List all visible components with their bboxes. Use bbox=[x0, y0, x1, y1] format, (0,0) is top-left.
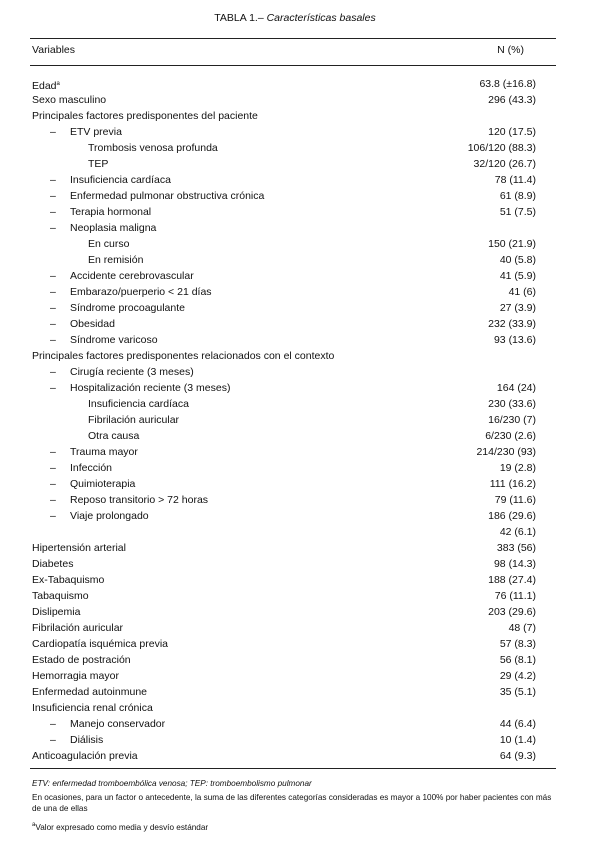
footnote-mark: a bbox=[32, 822, 36, 828]
table-row bbox=[30, 204, 556, 220]
row-value: 27 (3.9) bbox=[499, 302, 536, 314]
row-label-text: Neoplasia maligna bbox=[70, 222, 157, 234]
row-value: 48 (7) bbox=[508, 622, 536, 634]
row-label bbox=[88, 428, 139, 444]
row-dash: – bbox=[50, 366, 56, 378]
row-label-text: Dislipemia bbox=[32, 606, 81, 618]
table-row bbox=[30, 444, 556, 460]
header-rule bbox=[30, 65, 556, 66]
table-title-prefix: TABLA 1.– bbox=[214, 12, 264, 24]
row-dash: – bbox=[50, 174, 56, 186]
row-label bbox=[70, 284, 212, 300]
table-row bbox=[30, 492, 556, 508]
table-row bbox=[30, 332, 556, 348]
row-label bbox=[32, 572, 104, 588]
row-dash: – bbox=[50, 270, 56, 282]
row-dash: – bbox=[50, 318, 56, 330]
row-dash: – bbox=[50, 382, 56, 394]
row-dash: – bbox=[50, 494, 56, 506]
row-value: 93 (13.6) bbox=[493, 334, 536, 346]
row-label-text: Síndrome varicoso bbox=[70, 334, 158, 346]
table-row bbox=[30, 540, 556, 556]
row-dash: – bbox=[50, 718, 56, 730]
row-label bbox=[70, 476, 135, 492]
row-value: 106/120 (88.3) bbox=[467, 142, 536, 154]
row-value: 164 (24) bbox=[496, 382, 536, 394]
row-value: 188 (27.4) bbox=[488, 574, 536, 586]
row-value: 120 (17.5) bbox=[488, 126, 536, 138]
row-label-text: Manejo conservador bbox=[70, 718, 166, 730]
table-row bbox=[30, 108, 556, 124]
table-row bbox=[30, 508, 556, 524]
row-value: 383 (56) bbox=[496, 542, 536, 554]
row-value: 79 (11.6) bbox=[494, 494, 536, 506]
row-label-text: Enfermedad autoinmune bbox=[32, 686, 147, 698]
row-label bbox=[88, 412, 179, 428]
row-label-text: Edad bbox=[32, 80, 57, 92]
header-n: N (%) bbox=[497, 44, 524, 56]
row-dash: – bbox=[50, 302, 56, 314]
row-label-text: Quimioterapia bbox=[70, 478, 136, 490]
row-label bbox=[32, 588, 89, 604]
table-title-text: Características basales bbox=[266, 12, 376, 24]
table-row bbox=[30, 556, 556, 572]
row-value: 111 (16.2) bbox=[489, 478, 536, 490]
row-value: 61 (8.9) bbox=[499, 190, 536, 202]
row-dash: – bbox=[50, 462, 56, 474]
row-value: 10 (1.4) bbox=[499, 734, 536, 746]
row-label bbox=[32, 684, 147, 700]
table-row bbox=[30, 428, 556, 444]
row-label bbox=[88, 396, 189, 412]
table-row bbox=[30, 348, 556, 364]
row-label bbox=[70, 220, 156, 236]
row-dash: – bbox=[50, 190, 56, 202]
row-dash: – bbox=[50, 206, 56, 218]
row-label bbox=[32, 540, 126, 556]
row-value: 19 (2.8) bbox=[499, 462, 536, 474]
table-row bbox=[30, 668, 556, 684]
table-row bbox=[30, 380, 556, 396]
table-row bbox=[30, 572, 556, 588]
row-label-text: ETV previa bbox=[70, 126, 122, 138]
row-label-text: Insuficiencia renal crónica bbox=[32, 702, 153, 714]
row-label bbox=[70, 716, 165, 732]
row-label-text: Insuficiencia cardíaca bbox=[88, 398, 189, 410]
row-dash: – bbox=[50, 734, 56, 746]
row-label bbox=[32, 668, 119, 684]
row-value: 41 (6) bbox=[508, 286, 536, 298]
row-label-text: Diabetes bbox=[32, 558, 74, 570]
row-dash: – bbox=[50, 286, 56, 298]
row-value: 150 (21.9) bbox=[488, 238, 536, 250]
row-value: 42 (6.1) bbox=[499, 526, 536, 538]
row-label-text: Infección bbox=[70, 462, 113, 474]
table-row bbox=[30, 716, 556, 732]
row-value: 186 (29.6) bbox=[488, 510, 536, 522]
row-dash: – bbox=[50, 478, 56, 490]
row-label bbox=[70, 332, 158, 348]
row-label bbox=[70, 380, 230, 396]
row-value: 296 (43.3) bbox=[488, 94, 536, 106]
row-label bbox=[32, 92, 106, 108]
row-value: 203 (29.6) bbox=[488, 606, 536, 618]
row-label bbox=[70, 204, 151, 220]
table-title bbox=[0, 12, 590, 24]
row-label-text: Fibrilación auricular bbox=[88, 414, 180, 426]
row-label-text: Hipertensión arterial bbox=[32, 542, 126, 554]
row-label-text: Fibrilación auricular bbox=[32, 622, 124, 634]
row-label-text: Síndrome procoagulante bbox=[70, 302, 185, 314]
row-label-text: Hospitalización reciente (3 meses) bbox=[70, 382, 231, 394]
top-rule bbox=[30, 38, 556, 39]
abbreviations-note: ETV: enfermedad tromboembólica venosa; TEP: tromboembolismo pulmonar bbox=[32, 779, 312, 788]
bottom-rule bbox=[30, 768, 556, 769]
row-value: 76 (11.1) bbox=[494, 590, 536, 602]
table-row bbox=[30, 76, 556, 92]
table-header bbox=[30, 44, 556, 60]
row-dash: – bbox=[50, 510, 56, 522]
table-row bbox=[30, 316, 556, 332]
row-value: 63.8 (±16.8) bbox=[479, 78, 536, 90]
row-label-text: Principales factores predisponentes relacionados con el contexto bbox=[32, 350, 335, 362]
row-label-text: Ex-Tabaquismo bbox=[32, 574, 105, 586]
row-label-text: Obesidad bbox=[70, 318, 115, 330]
row-label-text: Viaje prolongado bbox=[70, 510, 149, 522]
row-label bbox=[70, 188, 264, 204]
table-row bbox=[30, 252, 556, 268]
row-label bbox=[32, 556, 73, 572]
row-dash: – bbox=[50, 222, 56, 234]
table-row bbox=[30, 636, 556, 652]
row-value: 57 (8.3) bbox=[499, 638, 536, 650]
row-label bbox=[88, 236, 129, 252]
table-row bbox=[30, 700, 556, 716]
table-row bbox=[30, 748, 556, 764]
row-value: 98 (14.3) bbox=[493, 558, 536, 570]
row-dash: – bbox=[50, 334, 56, 346]
table-row bbox=[30, 140, 556, 156]
row-label bbox=[70, 508, 149, 524]
row-label-text: Hemorragia mayor bbox=[32, 670, 119, 682]
row-label-text: Insuficiencia cardíaca bbox=[70, 174, 171, 186]
row-label bbox=[32, 620, 123, 636]
table-row bbox=[30, 460, 556, 476]
row-label-text: En remisión bbox=[88, 254, 144, 266]
row-label-text: Anticoagulación previa bbox=[32, 750, 138, 762]
row-label bbox=[32, 748, 138, 764]
table-row bbox=[30, 620, 556, 636]
table-row bbox=[30, 684, 556, 700]
row-label bbox=[70, 316, 115, 332]
row-label-text: En curso bbox=[88, 238, 130, 250]
row-value: 51 (7.5) bbox=[499, 206, 536, 218]
row-label bbox=[32, 604, 80, 620]
table-row bbox=[30, 220, 556, 236]
row-label-text: Trauma mayor bbox=[70, 446, 138, 458]
table-body bbox=[30, 76, 556, 764]
row-value: 78 (11.4) bbox=[494, 174, 536, 186]
row-dash: – bbox=[50, 126, 56, 138]
row-label bbox=[70, 268, 194, 284]
row-label-text: Cirugía reciente (3 meses) bbox=[70, 366, 194, 378]
row-dash: – bbox=[50, 446, 56, 458]
footnote-ref: a bbox=[56, 81, 60, 87]
table-row bbox=[30, 124, 556, 140]
row-label-text: Tabaquismo bbox=[32, 590, 89, 602]
row-label-text: Accidente cerebrovascular bbox=[70, 270, 194, 282]
row-value: 29 (4.2) bbox=[499, 670, 536, 682]
row-label-text: Cardiopatía isquémica previa bbox=[32, 638, 168, 650]
row-label bbox=[32, 108, 258, 124]
row-value: 32/120 (26.7) bbox=[473, 158, 536, 170]
row-label bbox=[70, 300, 185, 316]
row-value: 56 (8.1) bbox=[499, 654, 536, 666]
row-label-text: Trombosis venosa profunda bbox=[88, 142, 218, 154]
row-label-text: Sexo masculino bbox=[32, 94, 107, 106]
row-value: 6/230 (2.6) bbox=[485, 430, 536, 442]
row-label bbox=[32, 700, 153, 716]
row-value: 41 (5.9) bbox=[499, 270, 536, 282]
row-label-text: Terapia hormonal bbox=[70, 206, 152, 218]
table-row bbox=[30, 524, 556, 540]
row-label-text: Reposo transitorio > 72 horas bbox=[70, 494, 209, 506]
table-row bbox=[30, 476, 556, 492]
row-label bbox=[88, 156, 108, 172]
row-label-text: Embarazo/puerperio < 21 días bbox=[70, 286, 212, 298]
row-label bbox=[32, 652, 131, 668]
footnote bbox=[32, 820, 556, 833]
table-row bbox=[30, 172, 556, 188]
table-row bbox=[30, 268, 556, 284]
row-label bbox=[70, 732, 103, 748]
table-row bbox=[30, 284, 556, 300]
footnote-text: Valor expresado como media y desvío estándar bbox=[35, 823, 209, 832]
header-variables: Variables bbox=[32, 44, 75, 56]
row-label bbox=[88, 252, 143, 268]
table-row bbox=[30, 92, 556, 108]
row-value: 16/230 (7) bbox=[488, 414, 536, 426]
row-label bbox=[70, 460, 112, 476]
row-value: 40 (5.8) bbox=[499, 254, 536, 266]
table-row bbox=[30, 188, 556, 204]
row-label-text: Enfermedad pulmonar obstructiva crónica bbox=[70, 190, 265, 202]
table-row bbox=[30, 588, 556, 604]
table-row bbox=[30, 604, 556, 620]
row-label-text: Principales factores predisponentes del paciente bbox=[32, 110, 258, 122]
row-label-text: Estado de postración bbox=[32, 654, 131, 666]
row-value: 214/230 (93) bbox=[476, 446, 536, 458]
row-label bbox=[70, 444, 138, 460]
table-row bbox=[30, 156, 556, 172]
row-label-text: TEP bbox=[88, 158, 109, 170]
multiple-categories-note: En ocasiones, para un factor o antecedente, la suma de las diferentes categorías consideradas es mayor a 100% por haber pacientes con más de una de ellas bbox=[32, 793, 552, 813]
table-row bbox=[30, 364, 556, 380]
row-label bbox=[70, 172, 171, 188]
row-label bbox=[88, 140, 218, 156]
row-label bbox=[70, 492, 208, 508]
row-label-text: Otra causa bbox=[88, 430, 140, 442]
row-label-text: Diálisis bbox=[70, 734, 104, 746]
table-row bbox=[30, 236, 556, 252]
row-value: 64 (9.3) bbox=[499, 750, 536, 762]
row-label bbox=[32, 348, 334, 364]
row-label bbox=[70, 124, 122, 140]
row-value: 230 (33.6) bbox=[488, 398, 536, 410]
row-value: 35 (5.1) bbox=[499, 686, 536, 698]
row-value: 44 (6.4) bbox=[499, 718, 536, 730]
row-value: 232 (33.9) bbox=[488, 318, 536, 330]
table-row bbox=[30, 732, 556, 748]
table-row bbox=[30, 652, 556, 668]
table-row bbox=[30, 300, 556, 316]
table-row bbox=[30, 396, 556, 412]
table-row bbox=[30, 412, 556, 428]
row-label bbox=[70, 364, 194, 380]
row-label bbox=[32, 636, 168, 652]
